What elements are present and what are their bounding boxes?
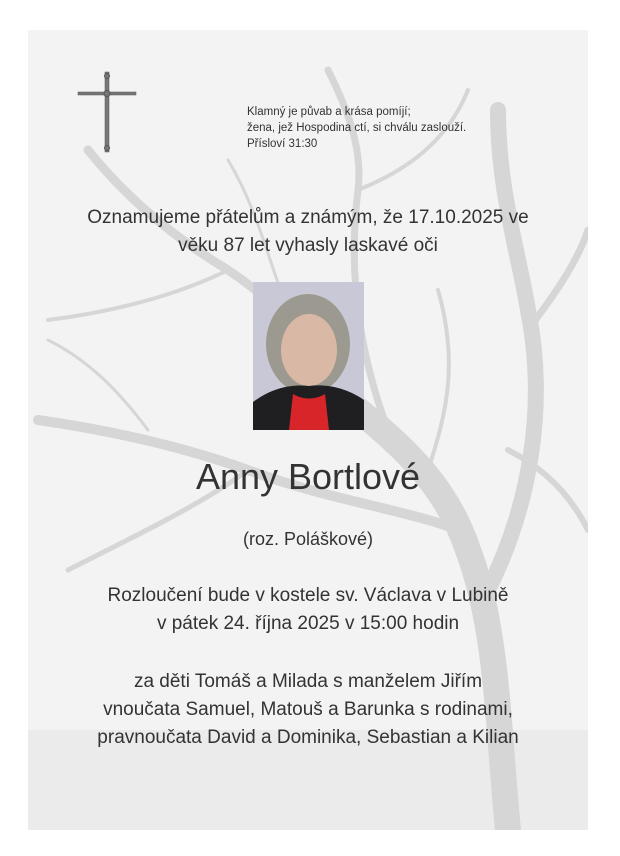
- verse-source: Přísloví 31:30: [247, 138, 318, 150]
- announcement: [28, 204, 588, 260]
- announcement-line-2: věku 87 let vyhasly laskavé oči: [178, 235, 438, 256]
- deceased-photo: [253, 282, 364, 430]
- verse-line-1: Klamný je půvab a krása pomíjí;: [247, 106, 411, 118]
- cross-icon: [76, 70, 138, 154]
- farewell-place: Rozloučení bude v kostele sv. Václava v Lubině: [107, 585, 509, 606]
- mourners-great-grandchildren: pravnoučata David a Dominika, Sebastian a Kilian: [97, 727, 519, 748]
- mourners-children: za děti Tomáš a Milada s manželem Jiřím: [133, 671, 483, 692]
- bible-verse: [247, 104, 466, 152]
- mourners-grandchildren: vnoučata Samuel, Matouš a Barunka s rodinami,: [103, 699, 513, 720]
- mourners: [28, 668, 588, 752]
- obituary-card: [28, 30, 588, 830]
- announcement-line-1: Oznamujeme přátelům a známým, že 17.10.2025 ve: [87, 207, 529, 228]
- deceased-name: Anny Bortlové: [195, 456, 421, 497]
- farewell-info: [28, 582, 588, 638]
- farewell-time: v pátek 24. října 2025 v 15:00 hodin: [156, 613, 460, 634]
- maiden-name: (roz. Poláškové): [242, 529, 374, 549]
- verse-line-2: žena, jež Hospodina ctí, si chválu zaslouží.: [247, 122, 467, 134]
